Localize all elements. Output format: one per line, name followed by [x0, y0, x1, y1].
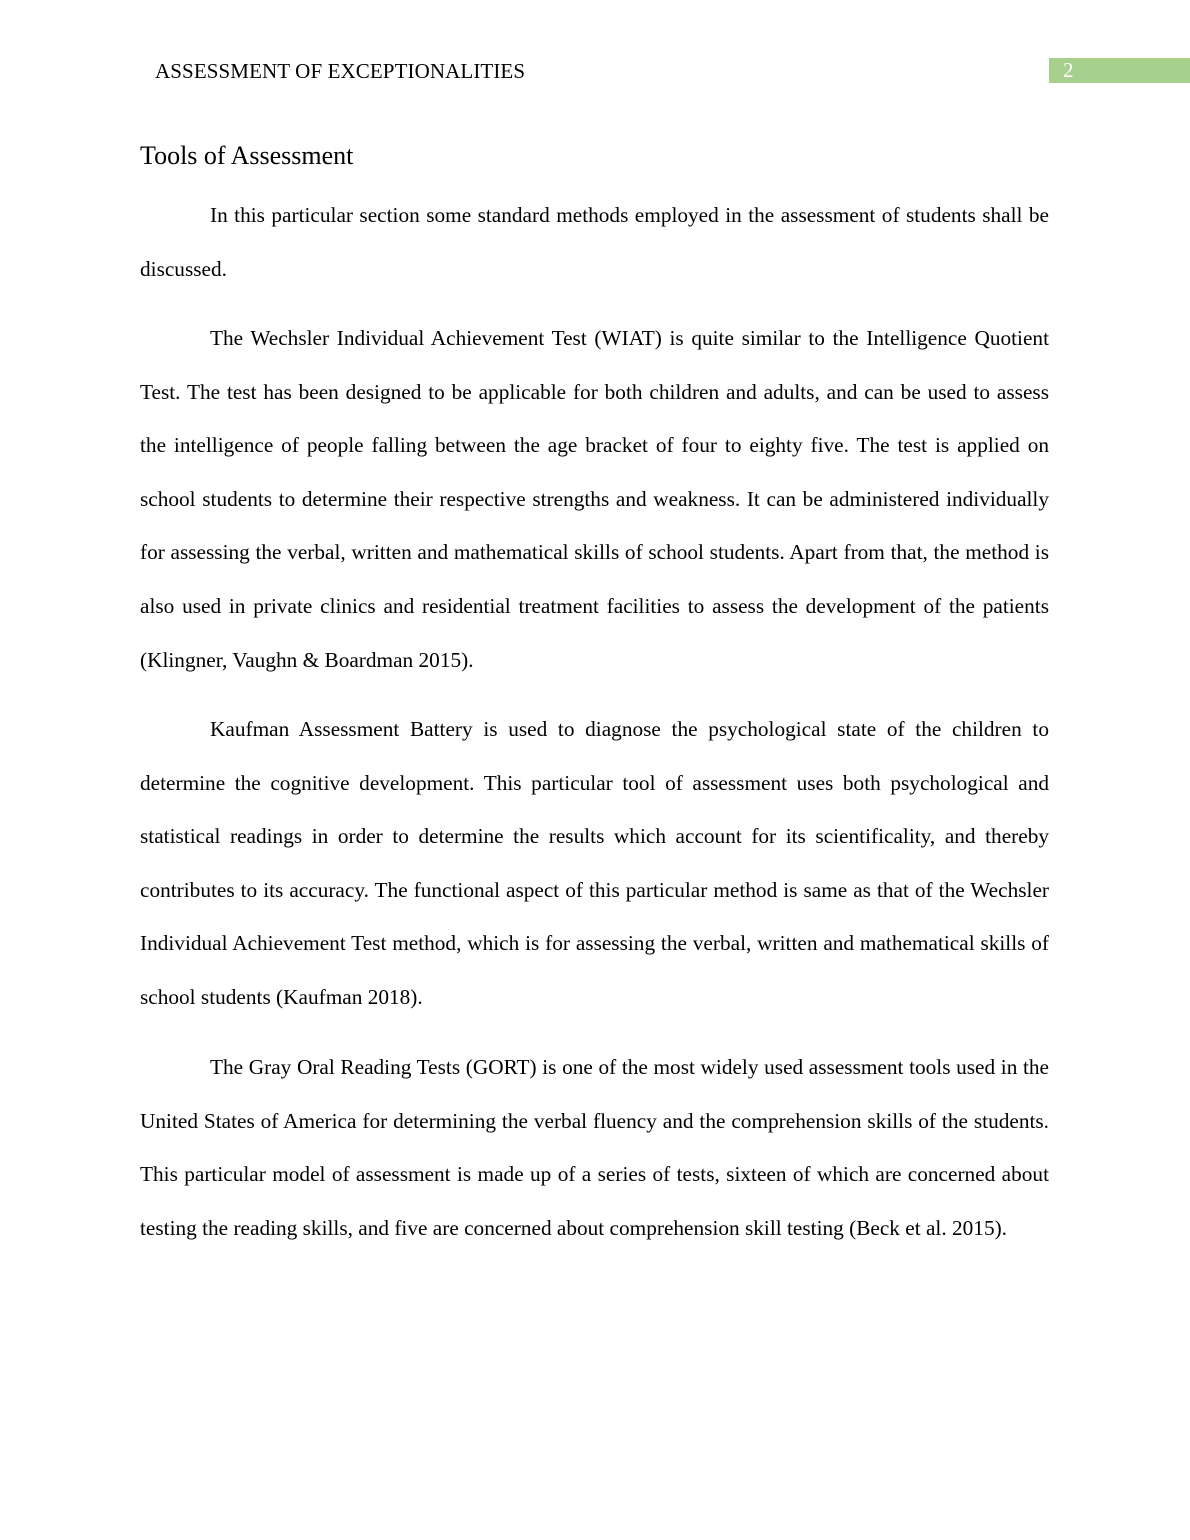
- section-heading: Tools of Assessment: [140, 141, 354, 170]
- paragraph-kaufman: Kaufman Assessment Battery is used to diagnose the psychological state of the children to determine the cognitive development. This particular tool of assessment uses both psychological and statistical readings in order to determine the results which account for its scientificality, and thereby contributes to its accuracy. The functional aspect of this particular method is same as that of the Wechsler Individual Achievement Test method, which is for assessing the verbal, written and mathematical skills of school students (Kaufman 2018).: [140, 717, 1049, 1009]
- running-head: ASSESSMENT OF EXCEPTIONALITIES: [155, 59, 526, 83]
- paragraph-gort: The Gray Oral Reading Tests (GORT) is one of the most widely used assessment tools used in the United States of America for determining the verbal fluency and the comprehension skills of the students. This particular model of assessment is made up of a series of tests, sixteen of which are concerned about testing the reading skills, and five are concerned about comprehension skill testing (Beck et al. 2015).: [140, 1055, 1049, 1240]
- paragraph-wiat: The Wechsler Individual Achievement Test (WIAT) is quite similar to the Intelligence Quotient Test. The test has been designed to be applicable for both children and adults, and can be used to assess the intelligence of people falling between the age bracket of four to eighty five. The test is applied on school students to determine their respective strengths and weakness. It can be administered individually for assessing the verbal, written and mathematical skills of school students. Apart from that, the method is also used in private clinics and residential treatment facilities to assess the development of the patients (Klingner, Vaughn & Boardman 2015).: [140, 326, 1049, 672]
- page-number-bar: [1049, 58, 1190, 83]
- page-number: 2: [1063, 58, 1074, 82]
- paragraph-intro: In this particular section some standard methods employed in the assessment of students shall be discussed.: [140, 203, 1049, 281]
